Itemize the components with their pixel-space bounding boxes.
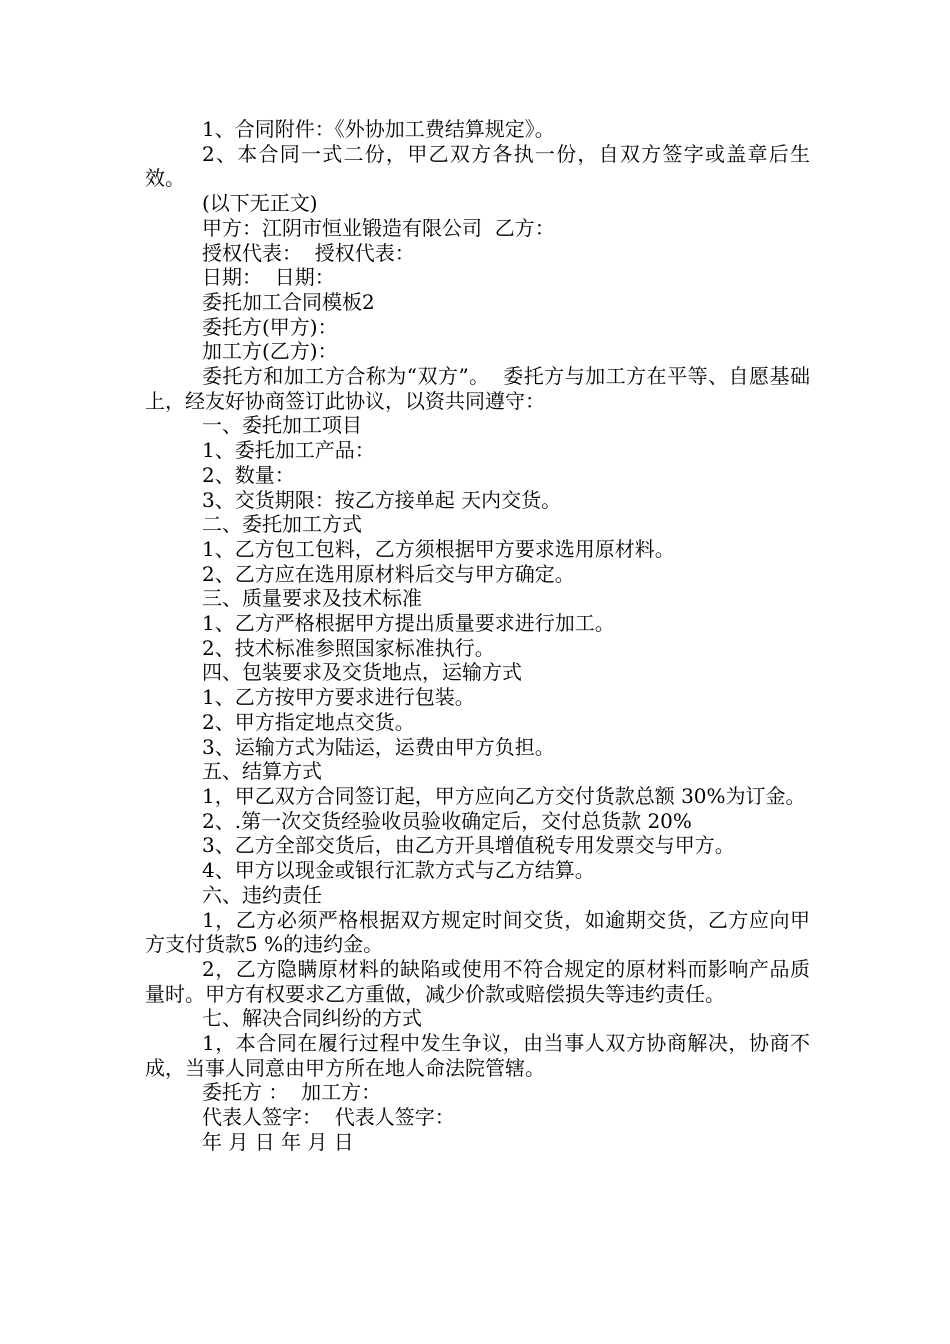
clause-4-1: 1、乙方按甲方要求进行包装。	[202, 685, 475, 710]
clause-5-3: 3、乙方全部交货后，由乙方开具增值税专用发票交与甲方。	[202, 833, 735, 858]
clause-5-1: 1，甲乙双方合同签订起，甲方应向乙方交付货款总额 30%为订金。	[202, 783, 806, 808]
clause-1-1: 1、委托加工产品：	[202, 438, 375, 463]
paragraph-date: 日期： 日期：	[202, 265, 335, 290]
section-heading-4: 四、包装要求及交货地点，运输方式	[202, 660, 522, 685]
paragraph-party-a: 甲方：江阴市恒业锻造有限公司 乙方：	[202, 215, 555, 240]
document-body	[145, 117, 810, 1155]
clause-2-1: 1、乙方包工包料，乙方须根据甲方要求选用原材料。	[202, 536, 675, 561]
paragraph-processor: 加工方(乙方)：	[202, 339, 338, 364]
clause-5-2: 2、.第一次交货经验收员验收确定后，交付总货款 20%	[202, 808, 692, 833]
section-heading-7: 七、解决合同纠纷的方式	[202, 1006, 422, 1031]
section-heading-6: 六、违约责任	[202, 882, 322, 907]
clause-6-1: 1，乙方必须严格根据双方规定时间交货，如逾期交货，乙方应向甲方支付货款5 %的违约金。	[145, 907, 810, 957]
clause-3-1: 1、乙方严格根据甲方提出质量要求进行加工。	[202, 611, 615, 636]
paragraph-client: 委托方(甲方)：	[202, 314, 338, 339]
paragraph-authorized-rep: 授权代表： 授权代表：	[202, 240, 415, 265]
clause-1-3: 3、交货期限：按乙方接单起 天内交货。	[202, 487, 562, 512]
signature-parties: 委托方 ： 加工方：	[202, 1080, 382, 1105]
clause-3-2: 2、技术标准参照国家标准执行。	[202, 635, 495, 660]
clause-2-2: 2、乙方应在选用原材料后交与甲方确定。	[202, 561, 575, 586]
paragraph-copies: 2、本合同一式二份，甲乙双方各执一份，自双方签字或盖章后生效。	[145, 141, 810, 191]
clause-5-4: 4、甲方以现金或银行汇款方式与乙方结算。	[202, 858, 595, 883]
paragraph-no-more-text: (以下无正文)	[202, 191, 318, 216]
paragraph-template-title: 委托加工合同模板2	[202, 289, 375, 314]
section-heading-2: 二、委托加工方式	[202, 512, 362, 537]
paragraph-preamble: 委托方和加工方合称为“双方”。 委托方与加工方在平等、自愿基础上，经友好协商签订此协议，以资共同遵守：	[145, 364, 810, 413]
section-heading-1: 一、委托加工项目	[202, 413, 362, 438]
paragraph-attachment: 1、合同附件：《外协加工费结算规定》。	[202, 117, 555, 141]
section-heading-3: 三、质量要求及技术标准	[202, 586, 422, 611]
clause-1-2: 2、数量：	[202, 462, 295, 487]
section-heading-5: 五、结算方式	[202, 759, 322, 784]
clause-6-2: 2，乙方隐瞒原材料的缺陷或使用不符合规定的原材料而影响产品质量时。甲方有权要求乙方重做，减少价款或赔偿损失等违约责任。	[145, 956, 810, 1006]
clause-7-1: 1，本合同在履行过程中发生争议，由当事人双方协商解决，协商不成，当事人同意由甲方所在地人命法院管辖。	[145, 1031, 810, 1080]
clause-4-2: 2、甲方指定地点交货。	[202, 709, 415, 734]
signature-representatives: 代表人签字： 代表人签字：	[202, 1105, 455, 1130]
signature-dates: 年 月 日 年 月 日	[202, 1129, 354, 1154]
clause-4-3: 3、运输方式为陆运，运费由甲方负担。	[202, 734, 555, 759]
